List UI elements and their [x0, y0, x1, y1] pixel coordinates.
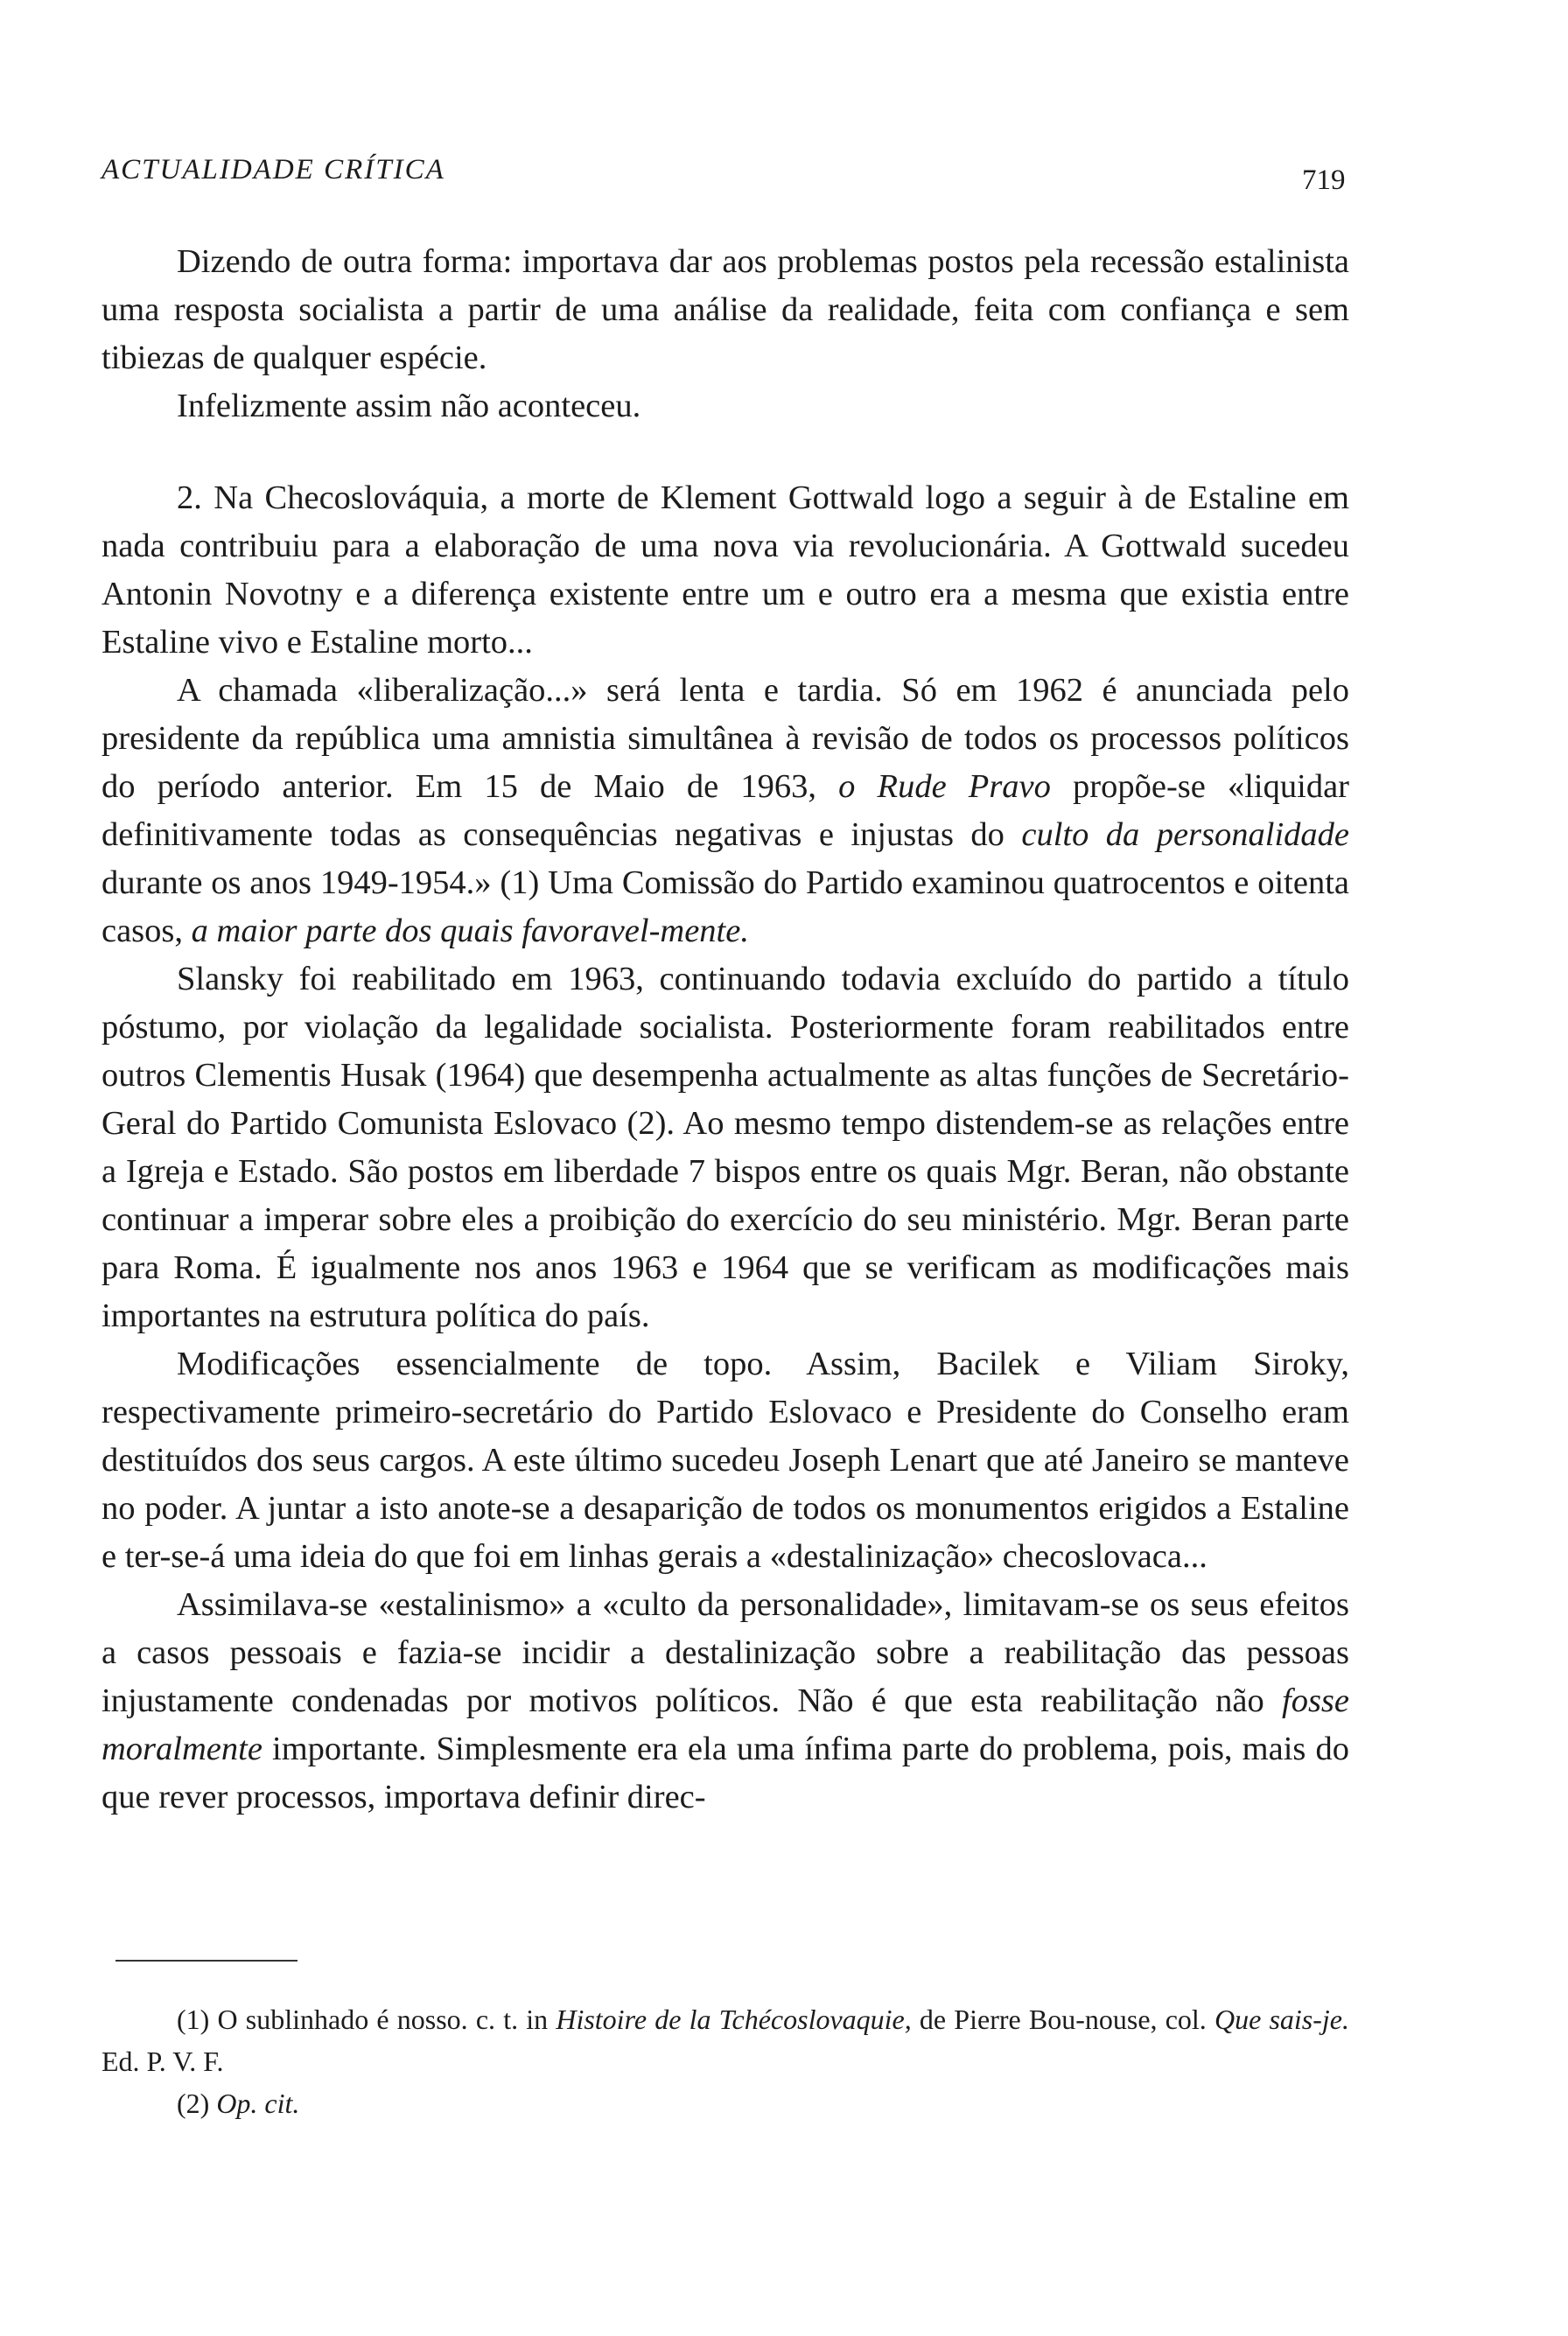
- paragraph-4-italic-1: o Rude Pravo: [838, 768, 1051, 805]
- paragraph-4-part-1: A chamada «liberalização...» será lenta e tardia. Só em 1962 é anunciada pelo presidente da república uma amnistia simultânea à revisão de todos os processos políticos do período anterior. Em 15 de Maio de 1963,: [102, 672, 1349, 805]
- page-number: 719: [1302, 164, 1346, 196]
- paragraph-2: Infelizmente assim não aconteceu.: [177, 388, 641, 424]
- footnote-1-part-3: Ed. P. V. F.: [102, 2046, 224, 2077]
- paragraph-7-italic-1: fosse moralmente: [102, 1682, 1349, 1767]
- paragraph-4-part-3: durante os anos 1949-1954.» (1) Uma Comissão do Partido examinou quatrocentos e oitenta casos,: [102, 864, 1349, 949]
- footnote-1-part-1: O sublinhado é nosso. c. t. in: [217, 2004, 556, 2035]
- footnote-2: [102, 2082, 1349, 2124]
- footnote-2-marker: (2): [177, 2088, 210, 2119]
- paragraph-6: Modificações essencialmente de topo. Assim, Bacilek e Viliam Siroky, respectivamente primeiro-secretário do Partido Eslovaco e Presidente do Conselho eram destituídos dos seus cargos. A este último sucedeu Joseph Lenart que até Janeiro se manteve no poder. A juntar a isto anote-se a desaparição de todos os monumentos erigidos a Estaline e ter-se-á uma ideia do que foi em linhas gerais a «destalinização» checoslovaca...: [102, 1346, 1349, 1575]
- footnotes: [102, 1998, 1349, 2124]
- footnote-1-marker: (1): [177, 2004, 210, 2035]
- paragraph-4-italic-2: culto da personalidade: [1021, 816, 1349, 853]
- footnote-2-italic: Op. cit.: [216, 2088, 300, 2119]
- paragraph-4-italic-3: a maior parte dos quais favoravel-mente.: [191, 913, 749, 949]
- paragraph-1: Dizendo de outra forma: importava dar aos problemas postos pela recessão estalinista uma resposta socialista a partir de uma análise da realidade, feita com confiança e sem tibiezas de qualquer espécie.: [102, 243, 1349, 376]
- footnote-1: [102, 1998, 1349, 2082]
- paragraph-3-section-2: 2. Na Checoslováquia, a morte de Klement Gottwald logo a seguir à de Estaline em nada contribuiu para a elaboração de uma nova via revolucionária. A Gottwald sucedeu Antonin Novotny e a diferença existente entre um e outro era a mesma que existia entre Estaline vivo e Estaline morto...: [102, 479, 1349, 661]
- footnote-rule: [116, 1960, 298, 1962]
- footnote-1-part-2: de Pierre Bou-nouse, col.: [911, 2004, 1214, 2035]
- footnote-1-italic-2: Que sais-je.: [1214, 2004, 1349, 2035]
- paragraph-4-part-2: propõe-se «liquidar definitivamente todas as consequências negativas e injustas do: [102, 768, 1349, 853]
- paragraph-7-part-1: Assimilava-se «estalinismo» a «culto da personalidade», limitavam-se os seus efeitos a casos pessoais e fazia-se incidir a destalinização sobre a reabilitação das pessoas injustamente condenadas por motivos políticos. Não é que esta reabilitação não: [102, 1586, 1349, 1719]
- paragraph-7: [102, 1581, 1349, 1822]
- paragraph-7-part-2: importante. Simplesmente era ela uma ínfima parte do problema, pois, mais do que rever processos, importava definir direc-: [102, 1731, 1349, 1815]
- paragraph-5: Slansky foi reabilitado em 1963, continuando todavia excluído do partido a título póstumo, por violação da legalidade socialista. Posteriormente foram reabilitados entre outros Clementis Husak (1964) que desempenha actualmente as altas funções de Secretário-Geral do Partido Comunista Eslovaco (2). Ao mesmo tempo distendem-se as relações entre a Igreja e Estado. São postos em liberdade 7 bispos entre os quais Mgr. Beran, não obstante continuar a imperar sobre eles a proibição do exercício do seu ministério. Mgr. Beran parte para Roma. É igualmente nos anos 1963 e 1964 que se verificam as modificações mais importantes na estrutura política do país.: [102, 961, 1349, 1334]
- running-title: ACTUALIDADE CRÍTICA: [102, 154, 445, 185]
- footnote-1-italic-1: Histoire de la Tchécoslovaquie,: [556, 2004, 912, 2035]
- body-text: [102, 238, 1349, 1822]
- paragraph-4: [102, 667, 1349, 955]
